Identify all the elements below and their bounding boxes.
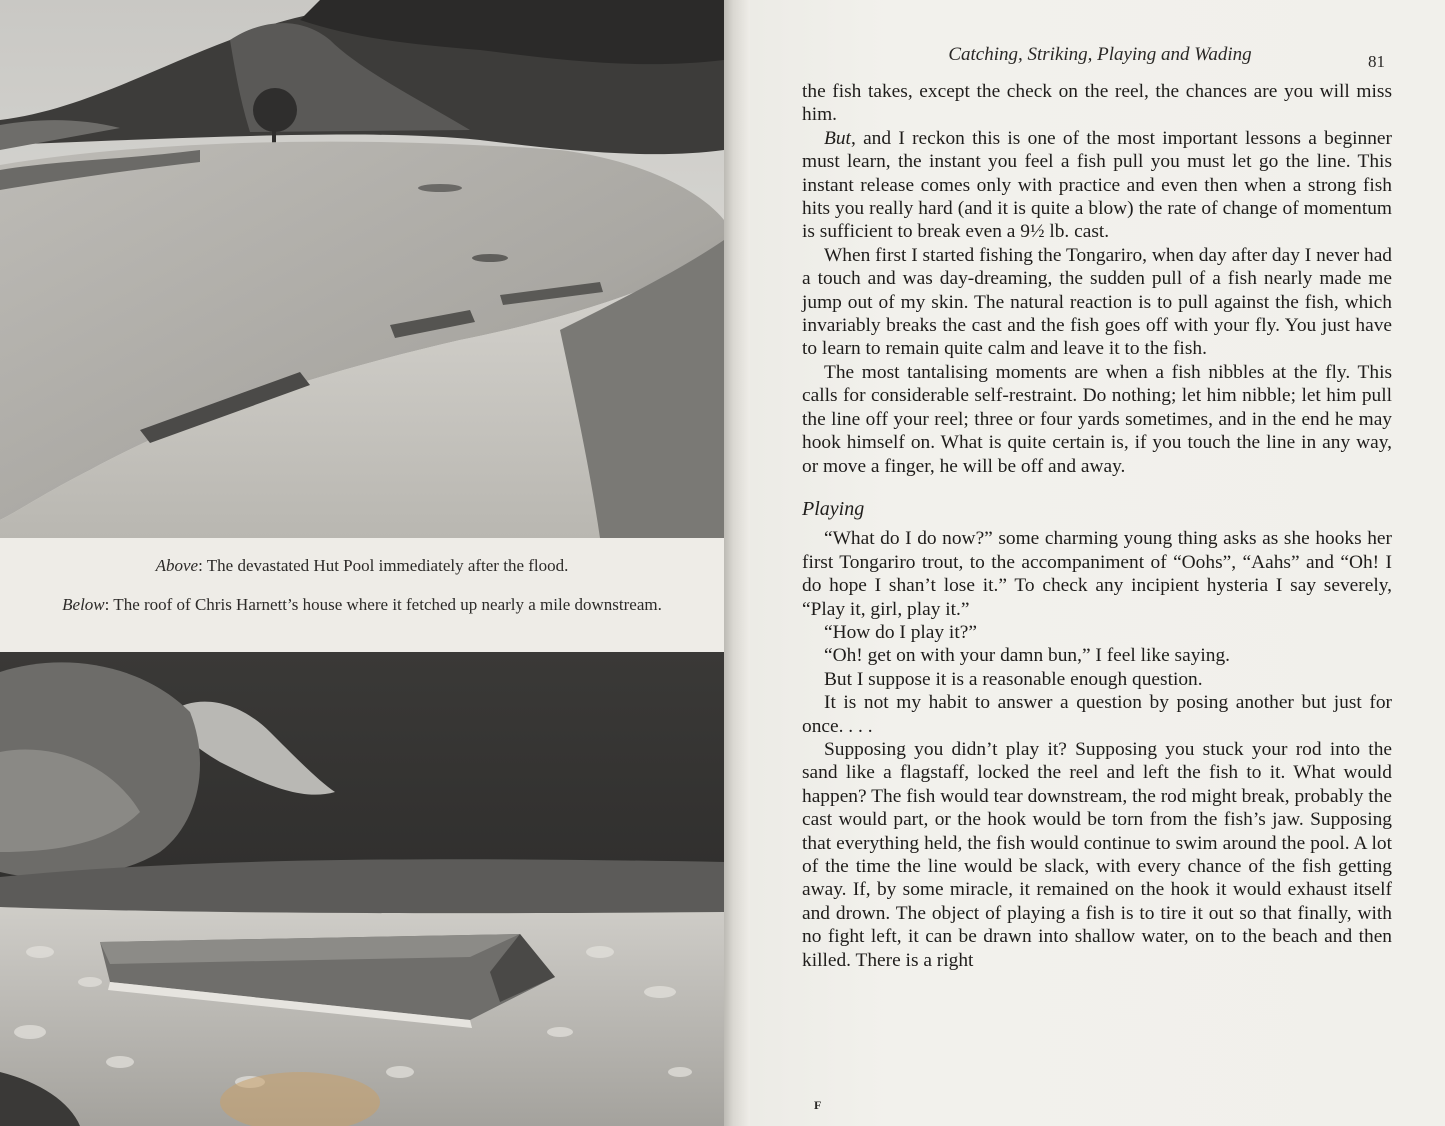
paragraph: “What do I do now?” some charming young thing asks as she hooks her first Tongariro trout, to the accompaniment of “Oohs”, “Aahs” and “Oh! I do hope I shan’t lose it.” To check any incipient hysteria I say severely, “Play it, girl, play it.”	[802, 528, 1392, 620]
body-text	[802, 80, 1392, 972]
photo-roof-downstream	[0, 652, 724, 1126]
caption-below-label: Below	[62, 595, 105, 614]
paragraph: But I suppose it is a reasonable enough question.	[824, 668, 1203, 690]
book-gutter	[724, 0, 750, 1126]
paragraph-text: , and I reckon this is one of the most important lessons a beginner must learn, the instant you feel a fish pull you must let go the line. This instant release comes only with practice and even then when a strong fish hits you really hard (and it is quite a blow) the rate of change of momentum is sufficient to break even a 9½ lb. cast.	[802, 127, 1392, 243]
roof-photo-illustration	[0, 652, 724, 1126]
right-page	[750, 0, 1445, 1126]
paragraph: “How do I play it?”	[824, 621, 977, 643]
paragraph	[802, 127, 1392, 244]
page-number: 81	[1368, 52, 1385, 71]
caption-above-label: Above	[155, 556, 199, 575]
paragraph: It is not my habit to answer a question by posing another but just for once. . . .	[802, 692, 1392, 737]
caption-below	[0, 594, 724, 615]
photo-captions	[0, 538, 724, 652]
paragraph: “Oh! get on with your damn bun,” I feel like saying.	[824, 645, 1231, 667]
paragraph: The most tantalising moments are when a fish nibbles at the fly. This calls for considerable self-restraint. Do nothing; let him nibble; let him pull the line off your reel; three or four yards sometimes, and in the end he may hook himself on. What is quite certain is, if you touch the line in any way, or move a finger, he will be off and away.	[802, 361, 1392, 477]
caption-above-text: : The devastated Hut Pool immediately after the flood.	[198, 556, 569, 575]
caption-below-text: : The roof of Chris Harnett’s house where it fetched up nearly a mile downstream.	[104, 595, 662, 614]
river-photo-illustration	[0, 0, 724, 538]
paragraph: When first I started fishing the Tongariro, when day after day I never had a touch and was day-dreaming, the sudden pull of a fish nearly made me jump out of my skin. The natural reaction is to pull against the fish, which invariably breaks the cast and the fish goes off with your fly. You just have to learn to remain quite calm and leave it to the fish.	[802, 244, 1392, 360]
caption-above	[0, 556, 724, 576]
section-heading: Playing	[802, 497, 865, 520]
paragraph-lead-word: But	[824, 127, 851, 149]
photo-hut-pool-flood	[0, 0, 724, 538]
paragraph: Supposing you didn’t play it? Supposing you stuck your rod into the sand like a flagstaff, locked the reel and left the fish to it. What would happen? The fish would tear downstream, the rod might break, probably the cast would part, or the hook would be torn from the fish’s jaw. Supposing that everything held, the fish would continue to swim around the pool. A lot of the time the line would be slack, with every chance of the fish getting away. If, by some miracle, it remained on the hook it would exhaust itself and drown. The object of playing a fish is to tire it out so that finally, with no fight left, it can be drawn into shallow water, on to the beach and then killed. There is a right	[802, 738, 1392, 971]
paragraph: the fish takes, except the check on the reel, the chances are you will miss him.	[802, 81, 1392, 126]
running-head: Catching, Striking, Playing and Wading	[948, 44, 1252, 65]
printer-signature-mark: F	[814, 1098, 823, 1112]
